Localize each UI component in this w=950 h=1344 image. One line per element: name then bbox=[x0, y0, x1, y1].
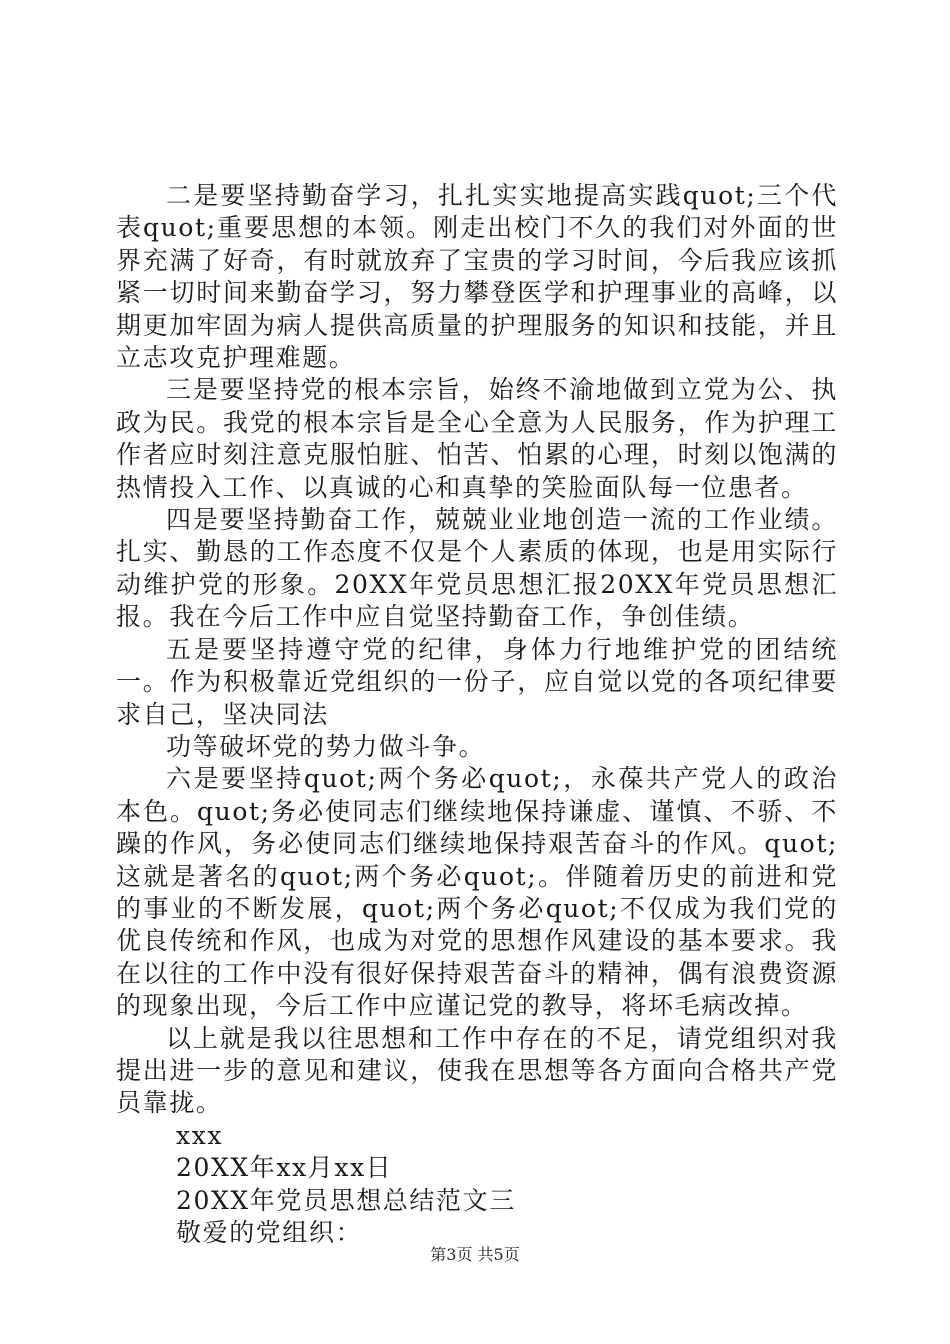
salutation: 敬爱的党组织： bbox=[176, 1218, 363, 1247]
document-body bbox=[116, 180, 838, 1249]
paragraph-discipline: 五是要坚持遵守党的纪律，身体力行地维护党的团结统一。作为积极靠近党组织的一份子，应自觉以党的各项纪律要求自己，坚决同法 bbox=[116, 634, 838, 729]
date-line: 20XX年xx月xx日 bbox=[176, 1153, 393, 1183]
paragraph-two-musts: 六是要坚持quot;两个务必quot;，永葆共产党人的政治本色。quot;务必使同志们继续地保持谦虚、谨慎、不骄、不躁的作风，务必使同志们继续地保持艰苦奋斗的作风。quot;这就是著名的quot;两个务必quot;。伴随着历史的前进和党的事业的不断发展，quot;两个务必quot;不仅成为我们党的优良传统和作风，也成为对党的思想作风建设的基本要求。我在以往的工作中没有很好保持艰苦奋斗的精神，偶有浪费资源的现象出现，今后工作中应谨记党的教导，将坏毛病改掉。 bbox=[116, 764, 838, 1021]
paragraph-study: 二是要坚持勤奋学习，扎扎实实地提高实践quot;三个代表quot;重要思想的本领。刚走出校门不久的我们对外面的世界充满了好奇，有时就放弃了宝贵的学习时间，今后我应该抓紧一切时间来勤奋学习，努力攀登医学和护理事业的高峰，以期更加牢固为病人提供高质量的护理服务的知识和技能，并且立志攻克护理难题。 bbox=[116, 181, 838, 373]
paragraph-purpose: 三是要坚持党的根本宗旨，始终不渝地做到立党为公、执政为民。我党的根本宗旨是全心全意为人民服务，作为护理工作者应时刻注意克服怕脏、怕苦、怕累的心理，时刻以饱满的热情投入工作、以真诚的心和真挚的笑脸面队每一位患者。 bbox=[116, 375, 838, 502]
paragraph-conclusion: 以上就是我以往思想和工作中存在的不足，请党组织对我提出进一步的意见和建议，使我在思想等各方面向合格共产党员靠拢。 bbox=[116, 1023, 838, 1118]
signature: xxx bbox=[176, 1120, 224, 1150]
next-section-title: 20XX年党员思想总结范文三 bbox=[176, 1185, 516, 1215]
page-footer: 第3页 共5页 bbox=[430, 1245, 520, 1264]
paragraph-discipline-cont: 功等破坏党的势力做斗争。 bbox=[166, 731, 486, 761]
paragraph-work: 四是要坚持勤奋工作，兢兢业业地创造一流的工作业绩。扎实、勤恳的工作态度不仅是个人素质的体现，也是用实际行动维护党的形象。20XX年党员思想汇报20XX年党员思想汇报。我在今后工作中应自觉坚持勤奋工作，争创佳绩。 bbox=[116, 505, 838, 632]
